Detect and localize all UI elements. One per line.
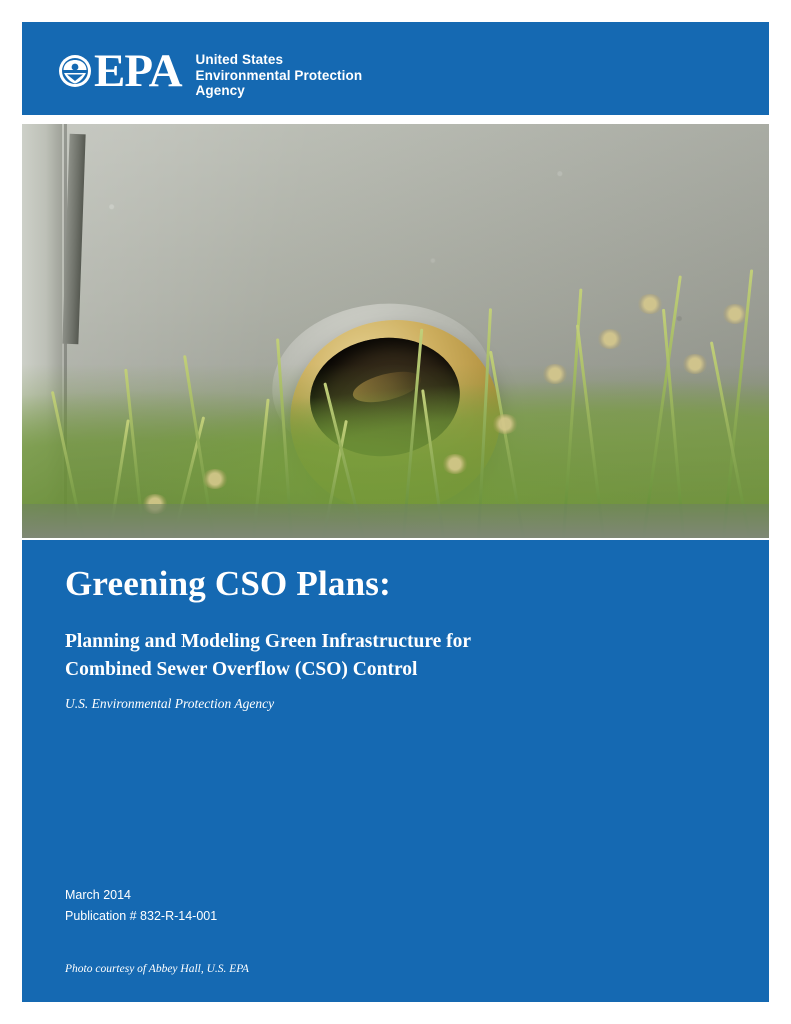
seed-head <box>542 364 568 384</box>
epa-agency-name-line1: United States <box>195 52 284 67</box>
page-subtitle-line1: Planning and Modeling Green Infrastructure for <box>65 631 472 652</box>
seed-head <box>722 304 748 324</box>
epa-acronym: EPA <box>94 45 182 97</box>
document-metadata <box>65 885 217 927</box>
epa-agency-name-line2: Environmental Protection <box>195 67 363 83</box>
seed-head <box>682 354 708 374</box>
ground-strip <box>22 504 769 538</box>
epa-agency-name <box>196 52 363 99</box>
seed-head <box>597 329 623 349</box>
page-title: Greening CSO Plans: <box>65 564 391 603</box>
epa-header-band <box>22 22 769 115</box>
seed-head <box>492 414 518 434</box>
cover-photo <box>22 124 769 538</box>
seed-head <box>202 469 228 489</box>
photo-credit: Photo courtesy of Abbey Hall, U.S. EPA <box>65 963 249 975</box>
epa-seal-icon <box>58 54 92 88</box>
publication-date: March 2014 <box>65 888 132 902</box>
seed-head <box>442 454 468 474</box>
epa-agency-name-line3: Agency <box>195 83 245 98</box>
title-band <box>22 540 769 1002</box>
page-subtitle <box>65 628 665 684</box>
page-subtitle-line2: Combined Sewer Overflow (CSO) Control <box>65 659 418 680</box>
publication-number: Publication # 832-R-14-001 <box>65 909 218 923</box>
seed-head <box>637 294 663 314</box>
epa-logo <box>58 44 362 99</box>
document-author: U.S. Environmental Protection Agency <box>65 696 275 711</box>
